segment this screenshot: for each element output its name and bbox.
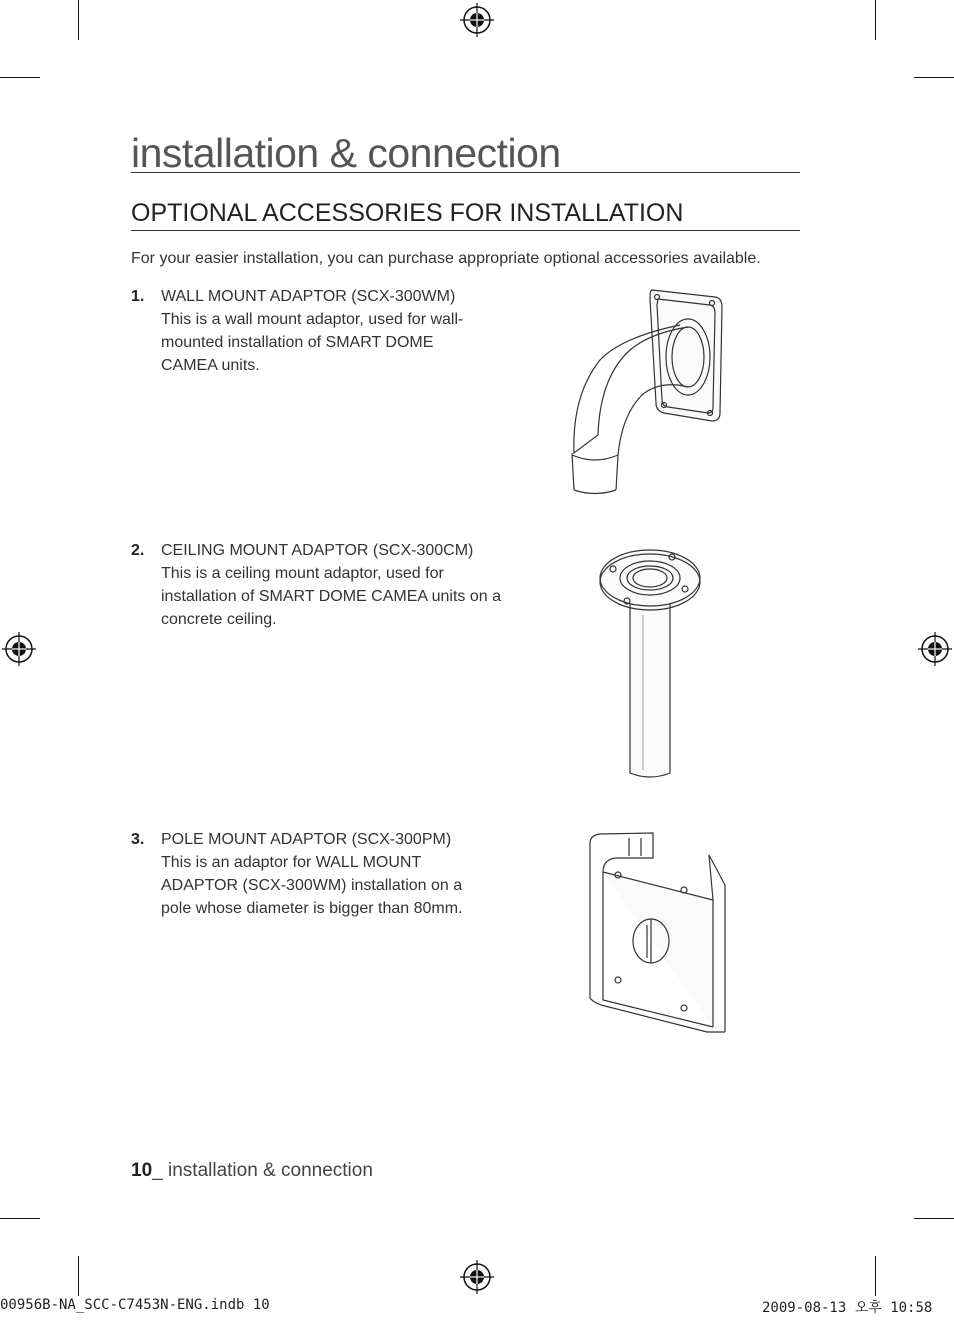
print-slug-date: 2009-08-13 오후 10:58 [762, 1300, 933, 1316]
crop-mark [78, 1256, 79, 1296]
item-description: This is a ceiling mount adaptor, used for installation of SMART DOME CAMEA units on a concrete ceiling. [161, 565, 501, 628]
intro-text: For your easier installation, you can purchase appropriate optional accessories available. [131, 250, 761, 267]
item-name: CEILING MOUNT ADAPTOR (SCX-300CM) [161, 542, 474, 559]
ceiling-mount-adaptor-illustration [595, 545, 705, 780]
crop-mark [78, 0, 79, 40]
item-number: 3. [131, 831, 145, 848]
item-description: This is an adaptor for WALL MOUNT ADAPTOR (SCX-300WM) installation on a pole whose diameter is bigger than 80mm. [161, 854, 463, 917]
wall-mount-adaptor-illustration [560, 285, 730, 500]
registration-mark-icon [460, 1260, 494, 1294]
chapter-title: installation & connection [131, 128, 800, 173]
item-name: WALL MOUNT ADAPTOR (SCX-300WM) [161, 288, 456, 305]
pole-mount-adaptor-illustration [585, 830, 730, 1035]
crop-mark [0, 77, 40, 78]
page-number: 10 [131, 1160, 153, 1181]
registration-mark-icon [2, 632, 36, 666]
crop-mark [0, 1218, 40, 1219]
crop-mark [875, 1256, 876, 1296]
registration-mark-icon [460, 3, 494, 37]
section-title: OPTIONAL ACCESSORIES FOR INSTALLATION [131, 198, 800, 231]
item-number: 1. [131, 288, 145, 305]
page-footer [131, 1160, 373, 1182]
registration-mark-icon [918, 632, 952, 666]
crop-mark [875, 0, 876, 40]
item-number: 2. [131, 542, 145, 559]
crop-mark [914, 77, 954, 78]
item-name: POLE MOUNT ADAPTOR (SCX-300PM) [161, 831, 452, 848]
print-slug-file: 00956B-NA_SCC-C7453N-ENG.indb 10 [0, 1297, 270, 1313]
footer-separator: _ [152, 1160, 163, 1181]
item-description: This is a wall mount adaptor, used for wall-mounted installation of SMART DOME CAMEA units. [161, 311, 464, 374]
footer-section: installation & connection [162, 1160, 373, 1181]
crop-mark [914, 1218, 954, 1219]
